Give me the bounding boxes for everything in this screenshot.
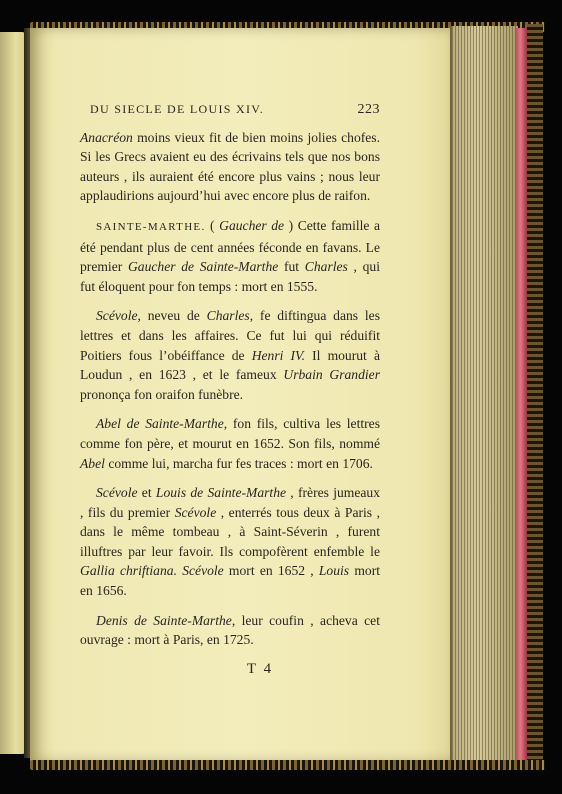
italic-run: Abel <box>80 455 105 471</box>
paragraph <box>80 414 380 473</box>
italic-run: Gallia chriftiana. <box>80 563 177 579</box>
italic-run: Anacréon <box>80 129 133 145</box>
italic-run: Gaucher de Sainte-Marthe <box>127 259 279 275</box>
paragraph <box>80 306 380 404</box>
text-run: , fon fils, cultiva les lettres comme fon père, et mourut en 1652. Son fils, nommé <box>80 416 380 451</box>
italic-run: Scévole <box>182 563 224 579</box>
page-text <box>80 100 380 679</box>
paragraph <box>80 483 380 601</box>
italic-run: Charles <box>206 308 250 324</box>
signature-mark: T 4 <box>246 660 274 677</box>
text-run: ) Cette famille a été pendant plus de cent années féconde en favans. Le premier <box>80 217 381 275</box>
italic-run: Henri IV. <box>251 347 306 363</box>
text-run: mort en 1656. <box>80 563 380 599</box>
body-text <box>80 128 380 650</box>
bottom-binding-band <box>30 760 545 770</box>
left-page-edge <box>0 32 26 754</box>
italic-run: Abel de Sainte-Marthe <box>96 416 224 432</box>
text-run: , fe diftingua dans les lettres et dans les affaires. Ce fut lui qui réduifit Poitiers fous l’obéiffance de <box>80 308 380 363</box>
italic-run: Gaucher de <box>219 217 285 233</box>
running-header <box>80 100 380 120</box>
text-run: prononça fon oraifon funèbre. <box>80 386 244 402</box>
italic-run: Louis de Sainte-Marthe <box>155 485 287 501</box>
italic-run: Scévole <box>96 485 138 501</box>
italic-run: Scévole <box>96 308 138 324</box>
text-run: , enterrés tous deux à Paris , dans le même tombeau , à Saint-Séverin , furent illuftres par leur favoir. Ils compofèrent enfemble le <box>80 504 380 559</box>
italic-run: Charles <box>304 259 348 275</box>
page-number: 223 <box>357 102 380 117</box>
text-run: , neveu de <box>137 308 207 324</box>
text-run: , frères jumeaux , fils du premier <box>80 485 381 520</box>
text-run: moins vieux fit de bien moins jolies chofes. Si les Grecs avaient eu des écrivains tels que nos bons auteurs , ils auraient été encore plus vains ; nous leur applaudirions aujourd’hui avec encore plus de raifon. <box>80 129 380 204</box>
text-run: , leur coufin , acheva cet ouvrage : mort à Paris, en 1725. <box>80 612 380 648</box>
running-title: DU SIECLE DE LOUIS XIV. <box>90 102 265 116</box>
text-run: ( <box>205 217 220 233</box>
italic-run: Louis <box>318 563 350 579</box>
marbled-cover-edge <box>515 28 527 760</box>
small-caps-run: SAINTE-MARTHE. <box>96 220 206 233</box>
text-run: Il mourut à Loudun , en 1623 , et le fameux <box>80 347 380 383</box>
page-block-edges <box>450 26 518 762</box>
paragraph <box>80 216 380 296</box>
text-run: et <box>137 485 156 501</box>
italic-run: Denis de Sainte-Marthe <box>96 612 232 628</box>
italic-run: Urbain Grandier <box>283 367 380 383</box>
paragraph <box>80 611 380 650</box>
binding-board <box>527 24 543 764</box>
text-run: comme lui, marcha fur fes traces : mort en 1706. <box>104 455 373 471</box>
italic-run: Scévole <box>174 504 217 520</box>
text-run: , qui fut éloquent pour fon temps : mort en 1555. <box>80 259 380 294</box>
paragraph <box>80 128 380 206</box>
text-run: fut <box>278 259 305 275</box>
text-run: mort en 1652 , <box>223 563 319 579</box>
